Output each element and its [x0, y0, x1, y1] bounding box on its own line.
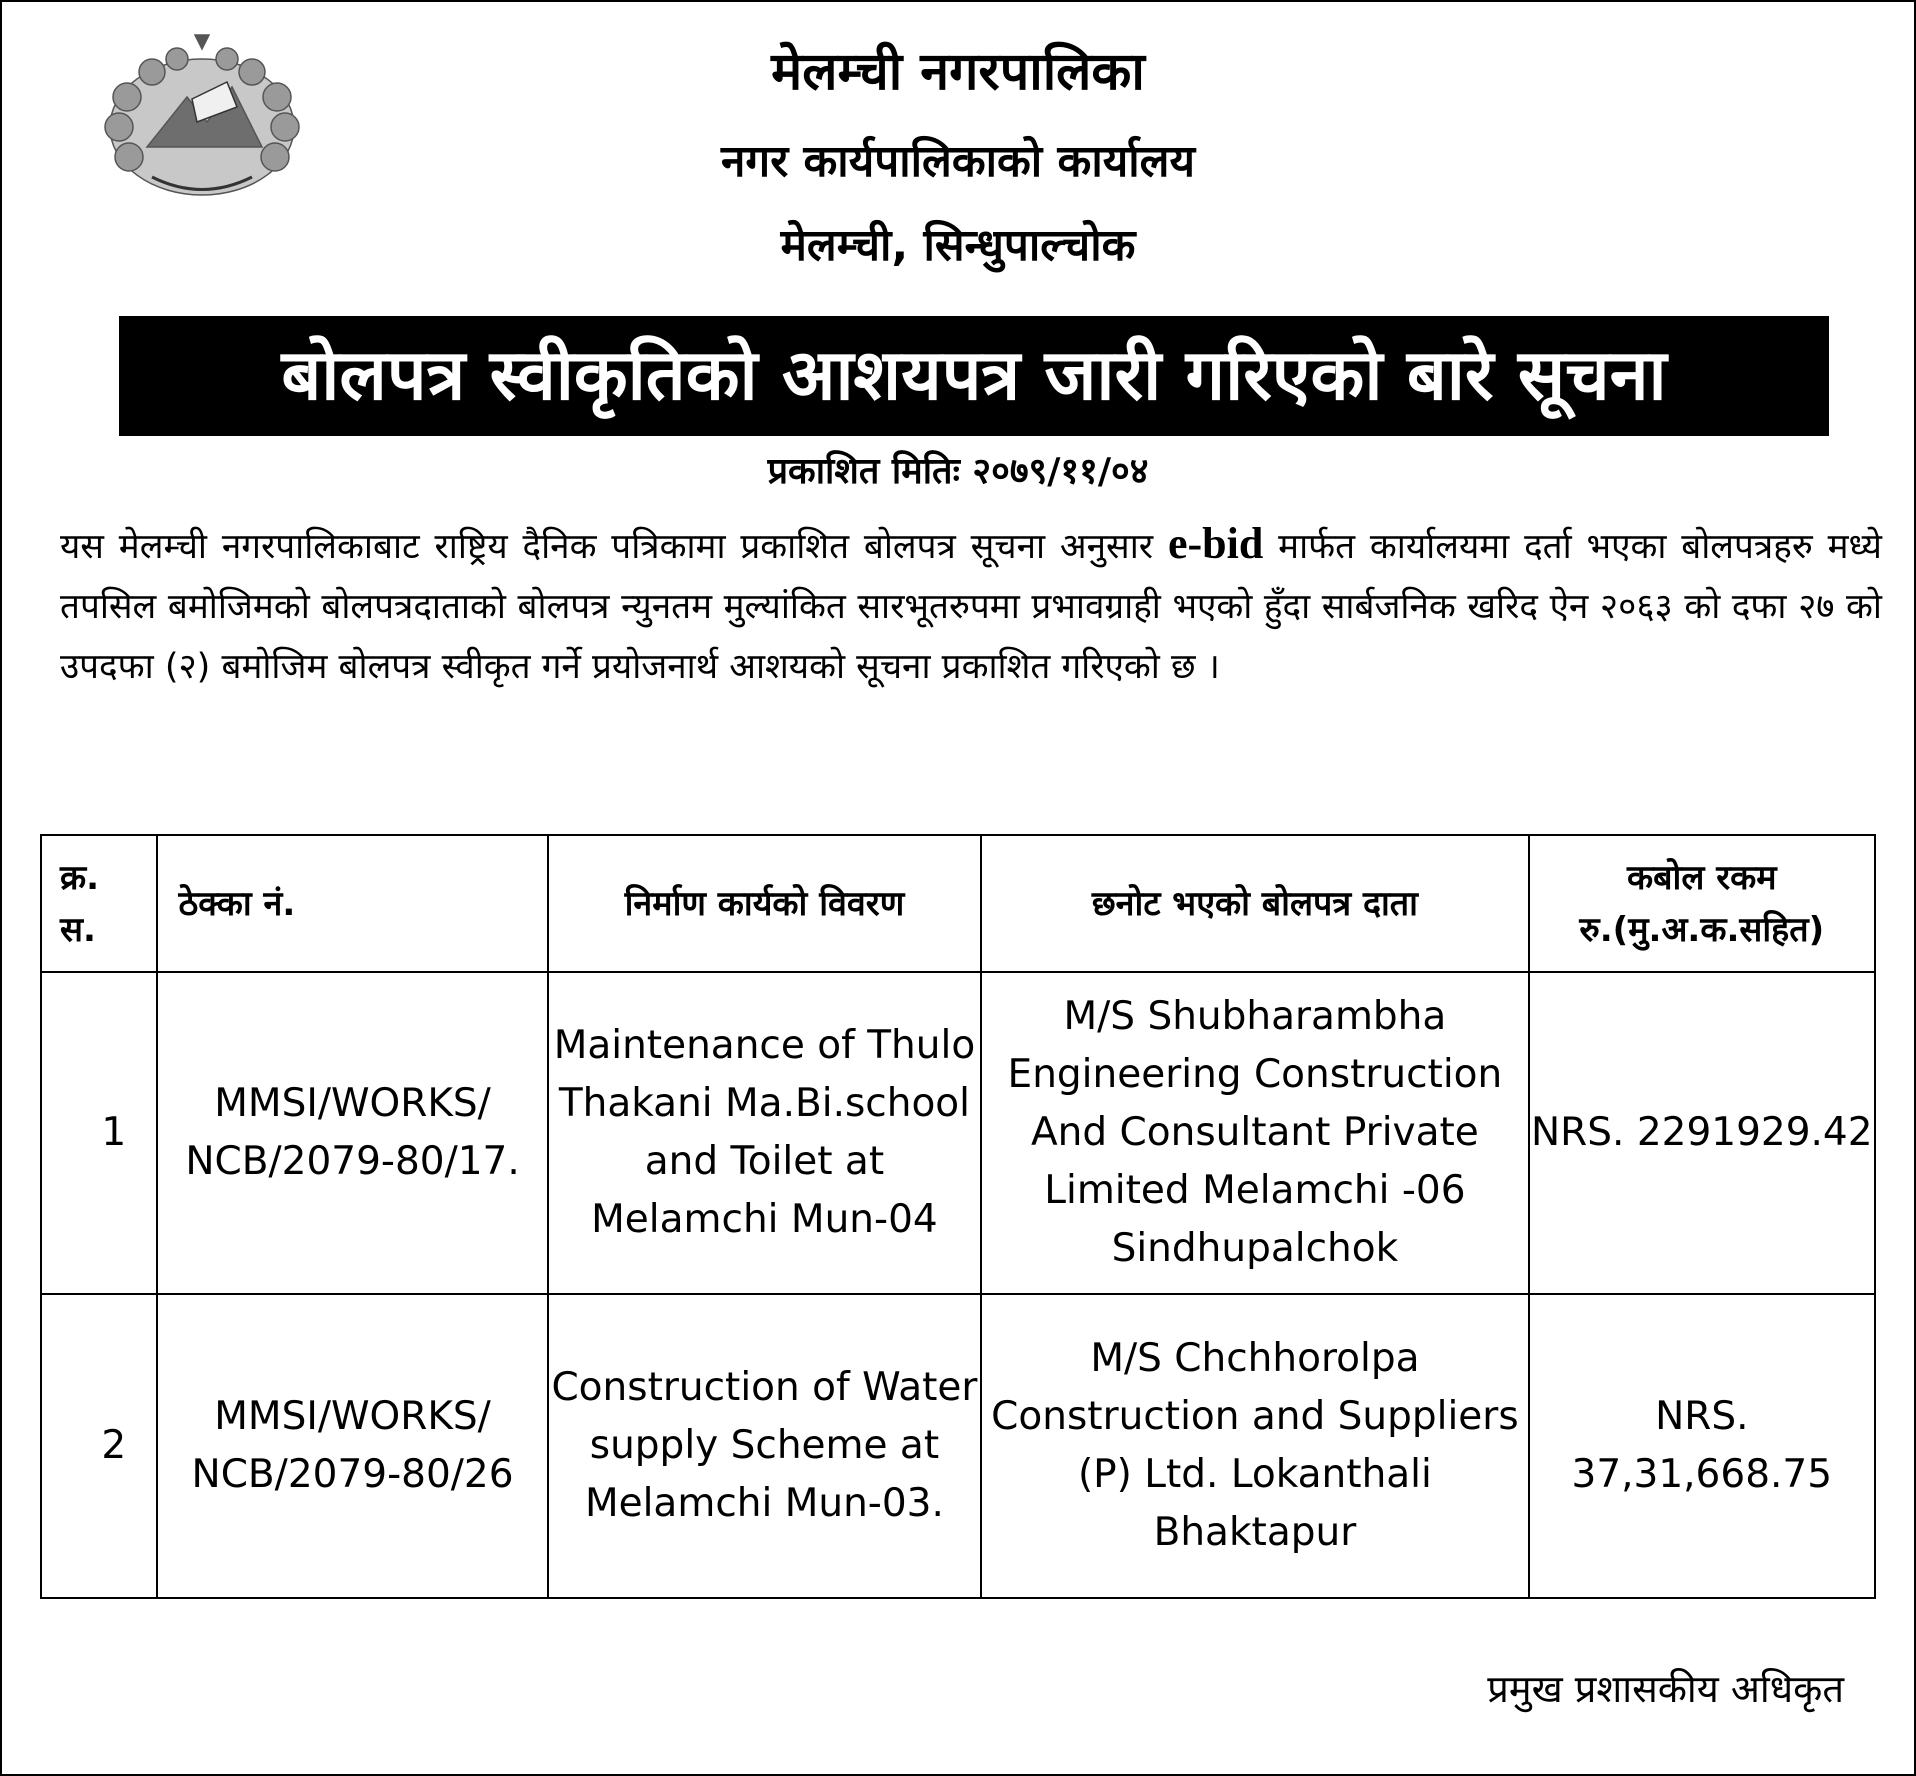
- row-amount: NRS. 2291929.42: [1529, 972, 1875, 1294]
- table-header-row: [41, 835, 1875, 972]
- header-amount-line1: कबोल रकम: [1626, 857, 1777, 898]
- row-contract-no: MMSI/WORKS/ NCB/2079-80/17.: [157, 972, 547, 1294]
- notice-title: बोलपत्र स्वीकृतिको आशयपत्र जारी गरिएको बारे सूचना: [119, 316, 1829, 436]
- signature-designation: प्रमुख प्रशासकीय अधिकृत: [1487, 1667, 1844, 1711]
- office-address: मेलम्ची, सिन्धुपाल्चोक: [780, 220, 1136, 271]
- row-description: Maintenance of Thulo Thakani Ma.Bi.school and Toilet at Melamchi Mun-04: [548, 972, 982, 1294]
- row-amount: NRS. 37,31,668.75: [1529, 1294, 1875, 1598]
- header-bidder: छनोट भएको बोलपत्र दाता: [981, 835, 1528, 972]
- row-contract-no: MMSI/WORKS/ NCB/2079-80/26: [157, 1294, 547, 1598]
- header-contract-no: ठेक्का नं.: [157, 835, 547, 972]
- organization-name: मेलम्ची नगरपालिका: [771, 42, 1145, 102]
- header-serial: [41, 835, 157, 972]
- row-description: Construction of Water supply Scheme at Melamchi Mun-03.: [548, 1294, 982, 1598]
- row-bidder: M/S Shubharambha Engineering Construction And Consultant Private Limited Melamchi -06 Sindhupalchok: [981, 972, 1528, 1294]
- header-description: निर्माण कार्यको विवरण: [548, 835, 982, 972]
- notice-body-part1: यस मेलम्ची नगरपालिकाबाट राष्ट्रिय दैनिक पत्रिकामा प्रकाशित बोलपत्र सूचना अनुसार: [60, 527, 1168, 567]
- notice-body: [60, 514, 1882, 697]
- bid-table: [40, 834, 1876, 1599]
- header-serial-line2: स.: [60, 909, 96, 950]
- header-serial-line1: क्र.: [60, 857, 100, 898]
- row-serial: 2: [41, 1294, 157, 1598]
- row-bidder: M/S Chchhorolpa Construction and Suppliers (P) Ltd. Lokanthali Bhaktapur: [981, 1294, 1528, 1598]
- ebid-label: e-bid: [1167, 519, 1264, 568]
- header-amount-line2: रु.(मु.अ.क.सहित): [1579, 909, 1825, 950]
- published-date: प्रकाशित मितिः २०७९/११/०४: [767, 451, 1149, 492]
- header-amount: [1529, 835, 1875, 972]
- notice-body-part2: मार्फत कार्यालयमा दर्ता भएका बोलपत्रहरु मध्ये तपसिल बमोजिमको बोलपत्रदाताको बोलपत्र न्युनतम मुल्यांकित सारभूतरुपमा प्रभावग्राही भएको हुँदा सार्बजनिक खरिद ऐन २०६३ को दफा २७ को उपदफा (२) बमोजिम बोलपत्र स्वीकृत गर्ने प्रयोजनार्थ आशयको सूचना प्रकाशित गरिएको छ ।: [60, 527, 1882, 687]
- table-row: [41, 1294, 1875, 1598]
- office-name: नगर कार्यपालिकाको कार्यालय: [721, 136, 1195, 187]
- row-serial: 1: [41, 972, 157, 1294]
- table-row: [41, 972, 1875, 1294]
